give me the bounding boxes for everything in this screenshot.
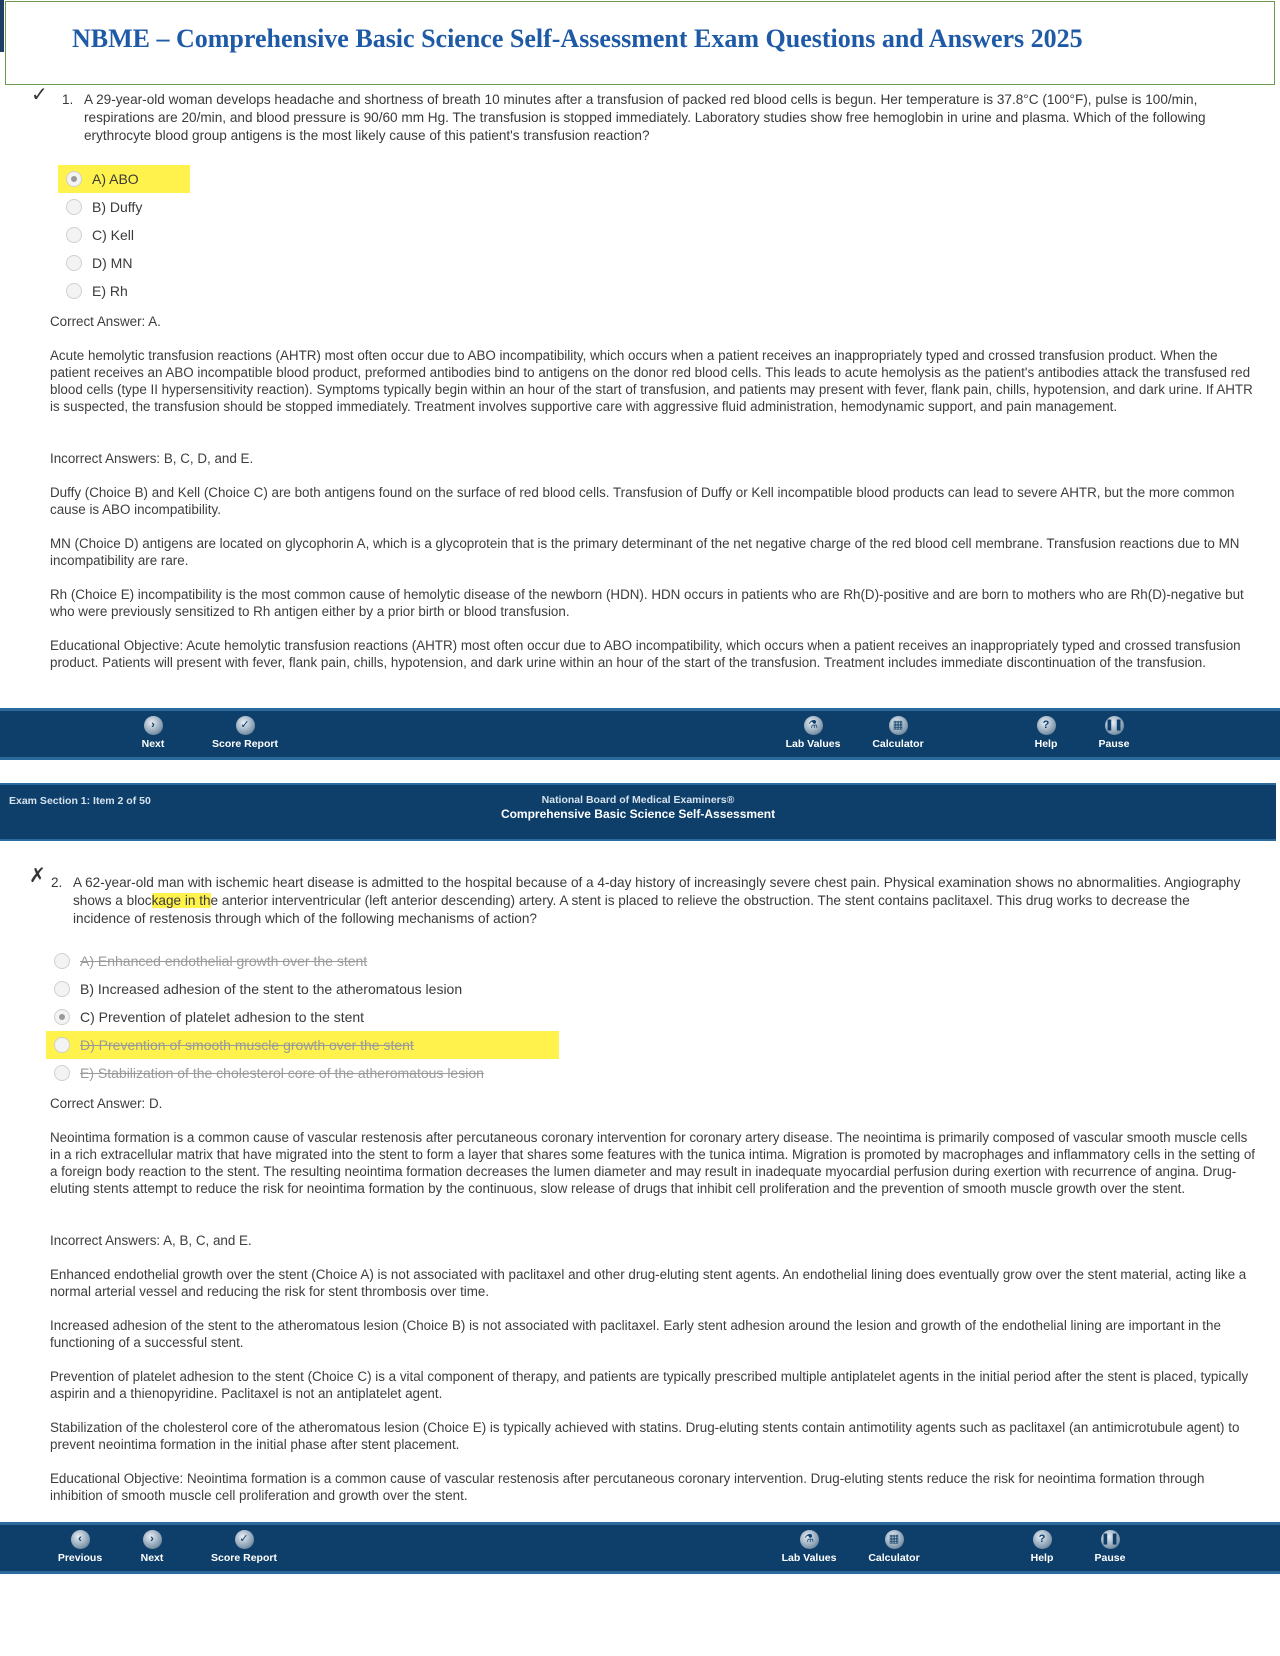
calculator-icon: ▦: [885, 1530, 904, 1549]
q2-incorrect-answers: Incorrect Answers: A, B, C, and E.: [50, 1233, 252, 1248]
calculator-label: Calculator: [868, 1552, 920, 1564]
q2-stem: [51, 874, 1248, 928]
radio-icon[interactable]: [54, 953, 70, 969]
help-label: Help: [1030, 1552, 1054, 1564]
radio-selected-icon[interactable]: [54, 1009, 70, 1025]
radio-icon[interactable]: [66, 283, 82, 299]
q1-choice-e-label: E) Rh: [92, 283, 128, 299]
q1-choice-b-label: B) Duffy: [92, 199, 143, 215]
q2-paragraph-choice-e: Stabilization of the cholesterol core of the atheromatous lesion (Choice E) is typically achieved with statins. Drug-eluting stents contain antimotility agents such as paclitaxel (an antimicrotubule agent) to prevent neointima formation in the initial phase after stent placement.: [50, 1420, 1240, 1452]
lab-values-button[interactable]: [774, 1530, 844, 1564]
exam-section-indicator: Exam Section 1: Item 2 of 50: [9, 795, 151, 807]
q2-number: 2.: [51, 875, 63, 890]
calculator-button[interactable]: [859, 1530, 929, 1564]
q1-stem: [62, 91, 1214, 145]
score-report-button[interactable]: [210, 716, 280, 750]
pause-icon: ❚❚: [1105, 716, 1124, 735]
score-report-button[interactable]: [209, 1530, 279, 1564]
next-button[interactable]: [117, 1530, 187, 1564]
q1-choice-a-label: A) ABO: [92, 171, 139, 187]
radio-icon[interactable]: [54, 981, 70, 997]
q1-choice-a[interactable]: [58, 165, 190, 193]
pause-label: Pause: [1098, 738, 1130, 750]
q2-choice-d-label: D) Prevention of smooth muscle growth over the stent: [80, 1037, 414, 1053]
q2-choice-d[interactable]: [46, 1031, 559, 1059]
bottom-toolbar-2: [0, 1522, 1280, 1574]
q2-paragraph-choice-a: Enhanced endothelial growth over the stent (Choice A) is not associated with paclitaxel and other drug-eluting stent agents. An endothelial lining does eventually grow over the stent material, acting like a normal arterial vessel and reducing the risk for stent thrombosis over time.: [50, 1267, 1247, 1299]
lab-values-button[interactable]: [778, 716, 848, 750]
q2-explanation: Neointima formation is a common cause of vascular restenosis after percutaneous coronary intervention for coronary artery disease. The neointima is primarily composed of vascular smooth muscle cells in a rich extracellular matrix that have migrated into the stent to form a layer that shares some features with the tunica intima. Migration is promoted by macrophages and inflammatory cells in the setting of a foreign body reaction to the stent. The resulting neointima formation decreases the lumen diameter and may result in inadequate myocardial perfusion during exertion with recurrence of angina. Drug-eluting stents attempt to reduce the risk for neointima formation by the continuous, slow release of drugs that inhibit cell proliferation and the prevention of smooth muscle growth over the stent.: [50, 1130, 1255, 1196]
q2-paragraph-choice-c: Prevention of platelet adhesion to the stent (Choice C) is a vital component of therapy, and patients are typically prescribed multiple antiplatelet agents in the initial period after the stent is placed, typically aspirin and a thienopyridine. Paclitaxel is not an antiplatelet agent.: [50, 1369, 1249, 1401]
q1-educational-objective: Educational Objective: Acute hemolytic transfusion reactions (AHTR) most often occur due to ABO incompatibility, which occurs when a patient receives an inappropriately typed and crossed transfusion product. Patients will present with fever, flank pain, chills, hypotension, and dark urine within an hour of the start of the transfusion. Treatment includes immediate discontinuation of the transfusion.: [50, 638, 1241, 670]
previous-label: Previous: [57, 1552, 103, 1564]
document-title-box: [5, 1, 1275, 85]
pause-button[interactable]: [1079, 716, 1149, 750]
radio-icon[interactable]: [66, 199, 82, 215]
q2-choices: [46, 947, 559, 1087]
exam-organization: National Board of Medical Examiners®: [541, 794, 735, 806]
lab-values-icon: ⚗: [800, 1530, 819, 1549]
pause-icon: ❚❚: [1101, 1530, 1120, 1549]
q1-explanation: Acute hemolytic transfusion reactions (AHTR) most often occur due to ABO incompatibility, which occurs when a patient receives an inappropriately typed and crossed transfusion product. When the patient receives an ABO incompatible blood product, preformed antibodies bind to antigens on the donor red blood cells. This leads to acute hemolysis as the patient's antibodies attack the transfused red blood cells (type II hypersensitivity reaction). Symptoms typically begin within an hour of the start of transfusion, and patients may present with fever, flank pain, chills, hypotension, and dark urine. If AHTR is suspected, the transfusion should be stopped immediately. Treatment involves supportive care with aggressive fluid administration, hemodynamic support, and pain management.: [50, 348, 1253, 414]
previous-button[interactable]: [45, 1530, 115, 1564]
q2-stem-text-a: A 62-year-old man with ischemic heart disease is admitted to the hospital because of a 4-day history of increasingly severe chest pain. Physical examination shows no abnormalities. Angiography shows a bloc: [73, 875, 1241, 908]
radio-selected-icon[interactable]: [66, 171, 82, 187]
bottom-toolbar-1: [0, 708, 1280, 760]
help-icon: ?: [1037, 716, 1056, 735]
help-button[interactable]: [1011, 716, 1081, 750]
radio-icon[interactable]: [54, 1037, 70, 1053]
radio-icon[interactable]: [66, 255, 82, 271]
calculator-label: Calculator: [872, 738, 924, 750]
exam-header-center: [0, 794, 1276, 821]
q1-paragraph-rh: Rh (Choice E) incompatibility is the most common cause of hemolytic disease of the newborn (HDN). HDN occurs in patients who are Rh(D)-positive and are born to mothers who are Rh(D)-negative but who were previously sensitized to Rh antigen either by a prior birth or blood transfusion.: [50, 587, 1244, 619]
q1-stem-text: A 29-year-old woman develops headache and shortness of breath 10 minutes after a transfusion of packed red blood cells is begun. Her temperature is 37.8°C (100°F), pulse is 100/min, respirations are 20/min, and blood pressure is 90/60 mm Hg. The transfusion is stopped immediately. Laboratory studies show free hemoglobin in urine and plasma. Which of the following erythrocyte blood group antigens is the most likely cause of this patient's transfusion reaction?: [84, 92, 1206, 143]
help-label: Help: [1034, 738, 1058, 750]
next-button[interactable]: [118, 716, 188, 750]
score-report-label: Score Report: [212, 738, 278, 750]
checkmark-icon: ✓: [31, 84, 48, 106]
radio-icon[interactable]: [54, 1065, 70, 1081]
q2-stem-text-b: e anterior interventricular (left anterior descending) artery. A stent is placed to relieve the obstruction. The stent contains paclitaxel. This drug works to decrease the incidence of restenosis through which of the following mechanisms of action?: [73, 893, 1190, 926]
next-label: Next: [141, 738, 165, 750]
q2-choice-e[interactable]: [46, 1059, 559, 1087]
score-report-icon: ✓: [236, 716, 255, 735]
q1-incorrect-answers: Incorrect Answers: B, C, D, and E.: [50, 451, 254, 466]
left-edge-mark: [0, 0, 4, 52]
pause-button[interactable]: [1075, 1530, 1145, 1564]
exam-header: [0, 783, 1276, 841]
previous-icon: ‹: [71, 1530, 90, 1549]
q2-stem-highlight: kage in th: [151, 893, 211, 908]
score-report-label: Score Report: [211, 1552, 277, 1564]
exam-name: Comprehensive Basic Science Self-Assessment: [500, 807, 776, 821]
q2-choice-b-label: B) Increased adhesion of the stent to the atheromatous lesion: [80, 981, 463, 997]
score-report-icon: ✓: [235, 1530, 254, 1549]
calculator-button[interactable]: [863, 716, 933, 750]
lab-values-icon: ⚗: [804, 716, 823, 735]
q2-paragraph-choice-b: Increased adhesion of the stent to the atheromatous lesion (Choice B) is not associated with paclitaxel. Early stent adhesion around the lesion and growth of the endothelial lining are important in the functioning of a successful stent.: [50, 1318, 1221, 1350]
q1-correct-answer: Correct Answer: A.: [50, 314, 161, 329]
q1-paragraph-mn: MN (Choice D) antigens are located on glycophorin A, which is a glycoprotein that is the primary determinant of the net negative charge of the red blood cell membrane. Transfusion reactions due to MN incompatibility are rare.: [50, 536, 1240, 568]
q1-number: 1.: [62, 92, 74, 107]
q2-choice-c[interactable]: [46, 1003, 559, 1031]
document-title: NBME – Comprehensive Basic Science Self-Assessment Exam Questions and Answers 2025: [72, 24, 1083, 53]
q1-choice-d-label: D) MN: [92, 255, 133, 271]
help-button[interactable]: [1007, 1530, 1077, 1564]
pause-label: Pause: [1094, 1552, 1126, 1564]
lab-values-label: Lab Values: [781, 1552, 837, 1564]
q2-correct-answer: Correct Answer: D.: [50, 1096, 163, 1111]
q1-choice-d[interactable]: [58, 249, 190, 277]
calculator-icon: ▦: [889, 716, 908, 735]
next-label: Next: [140, 1552, 164, 1564]
q2-choice-e-label: E) Stabilization of the cholesterol core of the atheromatous lesion: [80, 1065, 484, 1081]
lab-values-label: Lab Values: [785, 738, 841, 750]
q1-choice-c-label: C) Kell: [92, 227, 135, 243]
next-icon: ›: [144, 716, 163, 735]
q2-choice-c-label: C) Prevention of platelet adhesion to the stent: [80, 1009, 365, 1025]
radio-icon[interactable]: [66, 227, 82, 243]
q1-choice-e[interactable]: [58, 277, 190, 305]
q1-paragraph-duffy-kell: Duffy (Choice B) and Kell (Choice C) are both antigens found on the surface of red blood cells. Transfusion of Duffy or Kell incompatible blood products can lead to severe AHTR, but the more common cause is ABO incompatibility.: [50, 485, 1235, 517]
x-mark-icon: ✗: [29, 865, 46, 887]
help-icon: ?: [1033, 1530, 1052, 1549]
q2-choice-b[interactable]: [46, 975, 559, 1003]
q2-educational-objective: Educational Objective: Neointima formation is a common cause of vascular restenosis after percutaneous coronary intervention. Drug-eluting stents reduce the risk for neointima formation through inhibition of smooth muscle cell proliferation and growth over the stent.: [50, 1471, 1205, 1503]
q1-choices: [58, 165, 190, 305]
q2-choice-a-label: A) Enhanced endothelial growth over the stent: [80, 953, 368, 969]
q1-choice-c[interactable]: [58, 221, 190, 249]
next-icon: ›: [143, 1530, 162, 1549]
q1-choice-b[interactable]: [58, 193, 190, 221]
q2-choice-a[interactable]: [46, 947, 559, 975]
